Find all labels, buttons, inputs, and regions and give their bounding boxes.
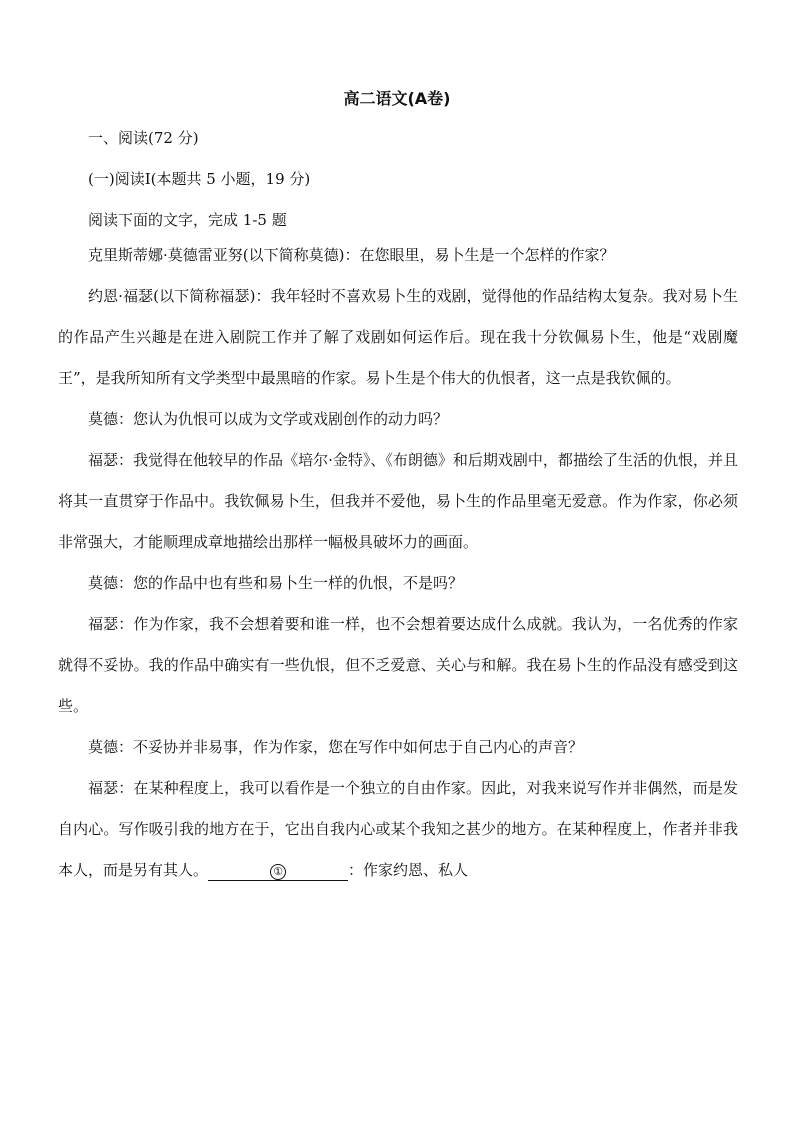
section-heading: 一、阅读(72 分) bbox=[88, 129, 199, 147]
paragraph: 莫德：不妥协并非易事，作为作家，您在写作中如何忠于自己内心的声音？ bbox=[88, 738, 584, 756]
paragraph bbox=[58, 768, 738, 891]
paragraph: 约恩·福瑟(以下简称福瑟)：我年轻时不喜欢易卜生的戏剧，觉得他的作品结构太复杂。我对易卜生的作品产生兴趣是在进入剧院工作并了解了戏剧如何运作后。现在我十分钦佩易卜生，他是“戏剧魔王”，是我所知所有文学类型中最黑暗的作家。易卜生是个伟大的仇恨者，这一点是我钦佩的。 bbox=[58, 287, 738, 387]
subsection-heading: (一)阅读Ⅰ(本题共 5 小题，19 分) bbox=[88, 170, 311, 188]
page-title: 高二语文(A卷) bbox=[343, 89, 451, 108]
instruction-text: 阅读下面的文字，完成 1-5 题 bbox=[88, 211, 287, 229]
paragraph: 莫德：您认为仇恨可以成为文学或戏剧创作的动力吗？ bbox=[88, 410, 449, 428]
passage-body bbox=[58, 235, 738, 891]
fill-in-blank bbox=[208, 861, 348, 881]
blank-number-badge: ① bbox=[270, 864, 286, 880]
paragraph: 莫德：您的作品中也有些和易卜生一样的仇恨，不是吗？ bbox=[88, 574, 464, 592]
paragraph-text: ：作家约恩、私人 bbox=[348, 861, 469, 879]
paragraph: 福瑟：我觉得在他较早的作品《培尔·金特》、《布朗德》和后期戏剧中，都描绘了生活的仇恨，并且将其一直贯穿于作品中。我钦佩易卜生，但我并不爱他，易卜生的作品里毫无爱意。作为作家，你必须非常强大，才能顺理成章地描绘出那样一幅极具破坏力的画面。 bbox=[58, 451, 738, 551]
paragraph-text: 福瑟：在某种程度上，我可以看作是一个独立的自由作家。因此，对我来说写作并非偶然，而是发自内心。写作吸引我的地方在于，它出自我内心或某个我知之甚少的地方。在某种程度上，作者并非我本人，而是另有其人。 bbox=[58, 779, 738, 879]
paragraph: 克里斯蒂娜·莫德雷亚努(以下简称莫德)：在您眼里，易卜生是一个怎样的作家？ bbox=[88, 246, 615, 264]
paragraph: 福瑟：作为作家，我不会想着要和谁一样，也不会想着要达成什么成就。我认为，一名优秀的作家就得不妥协。我的作品中确实有一些仇恨，但不乏爱意、关心与和解。我在易卜生的作品没有感受到这些。 bbox=[58, 615, 738, 715]
